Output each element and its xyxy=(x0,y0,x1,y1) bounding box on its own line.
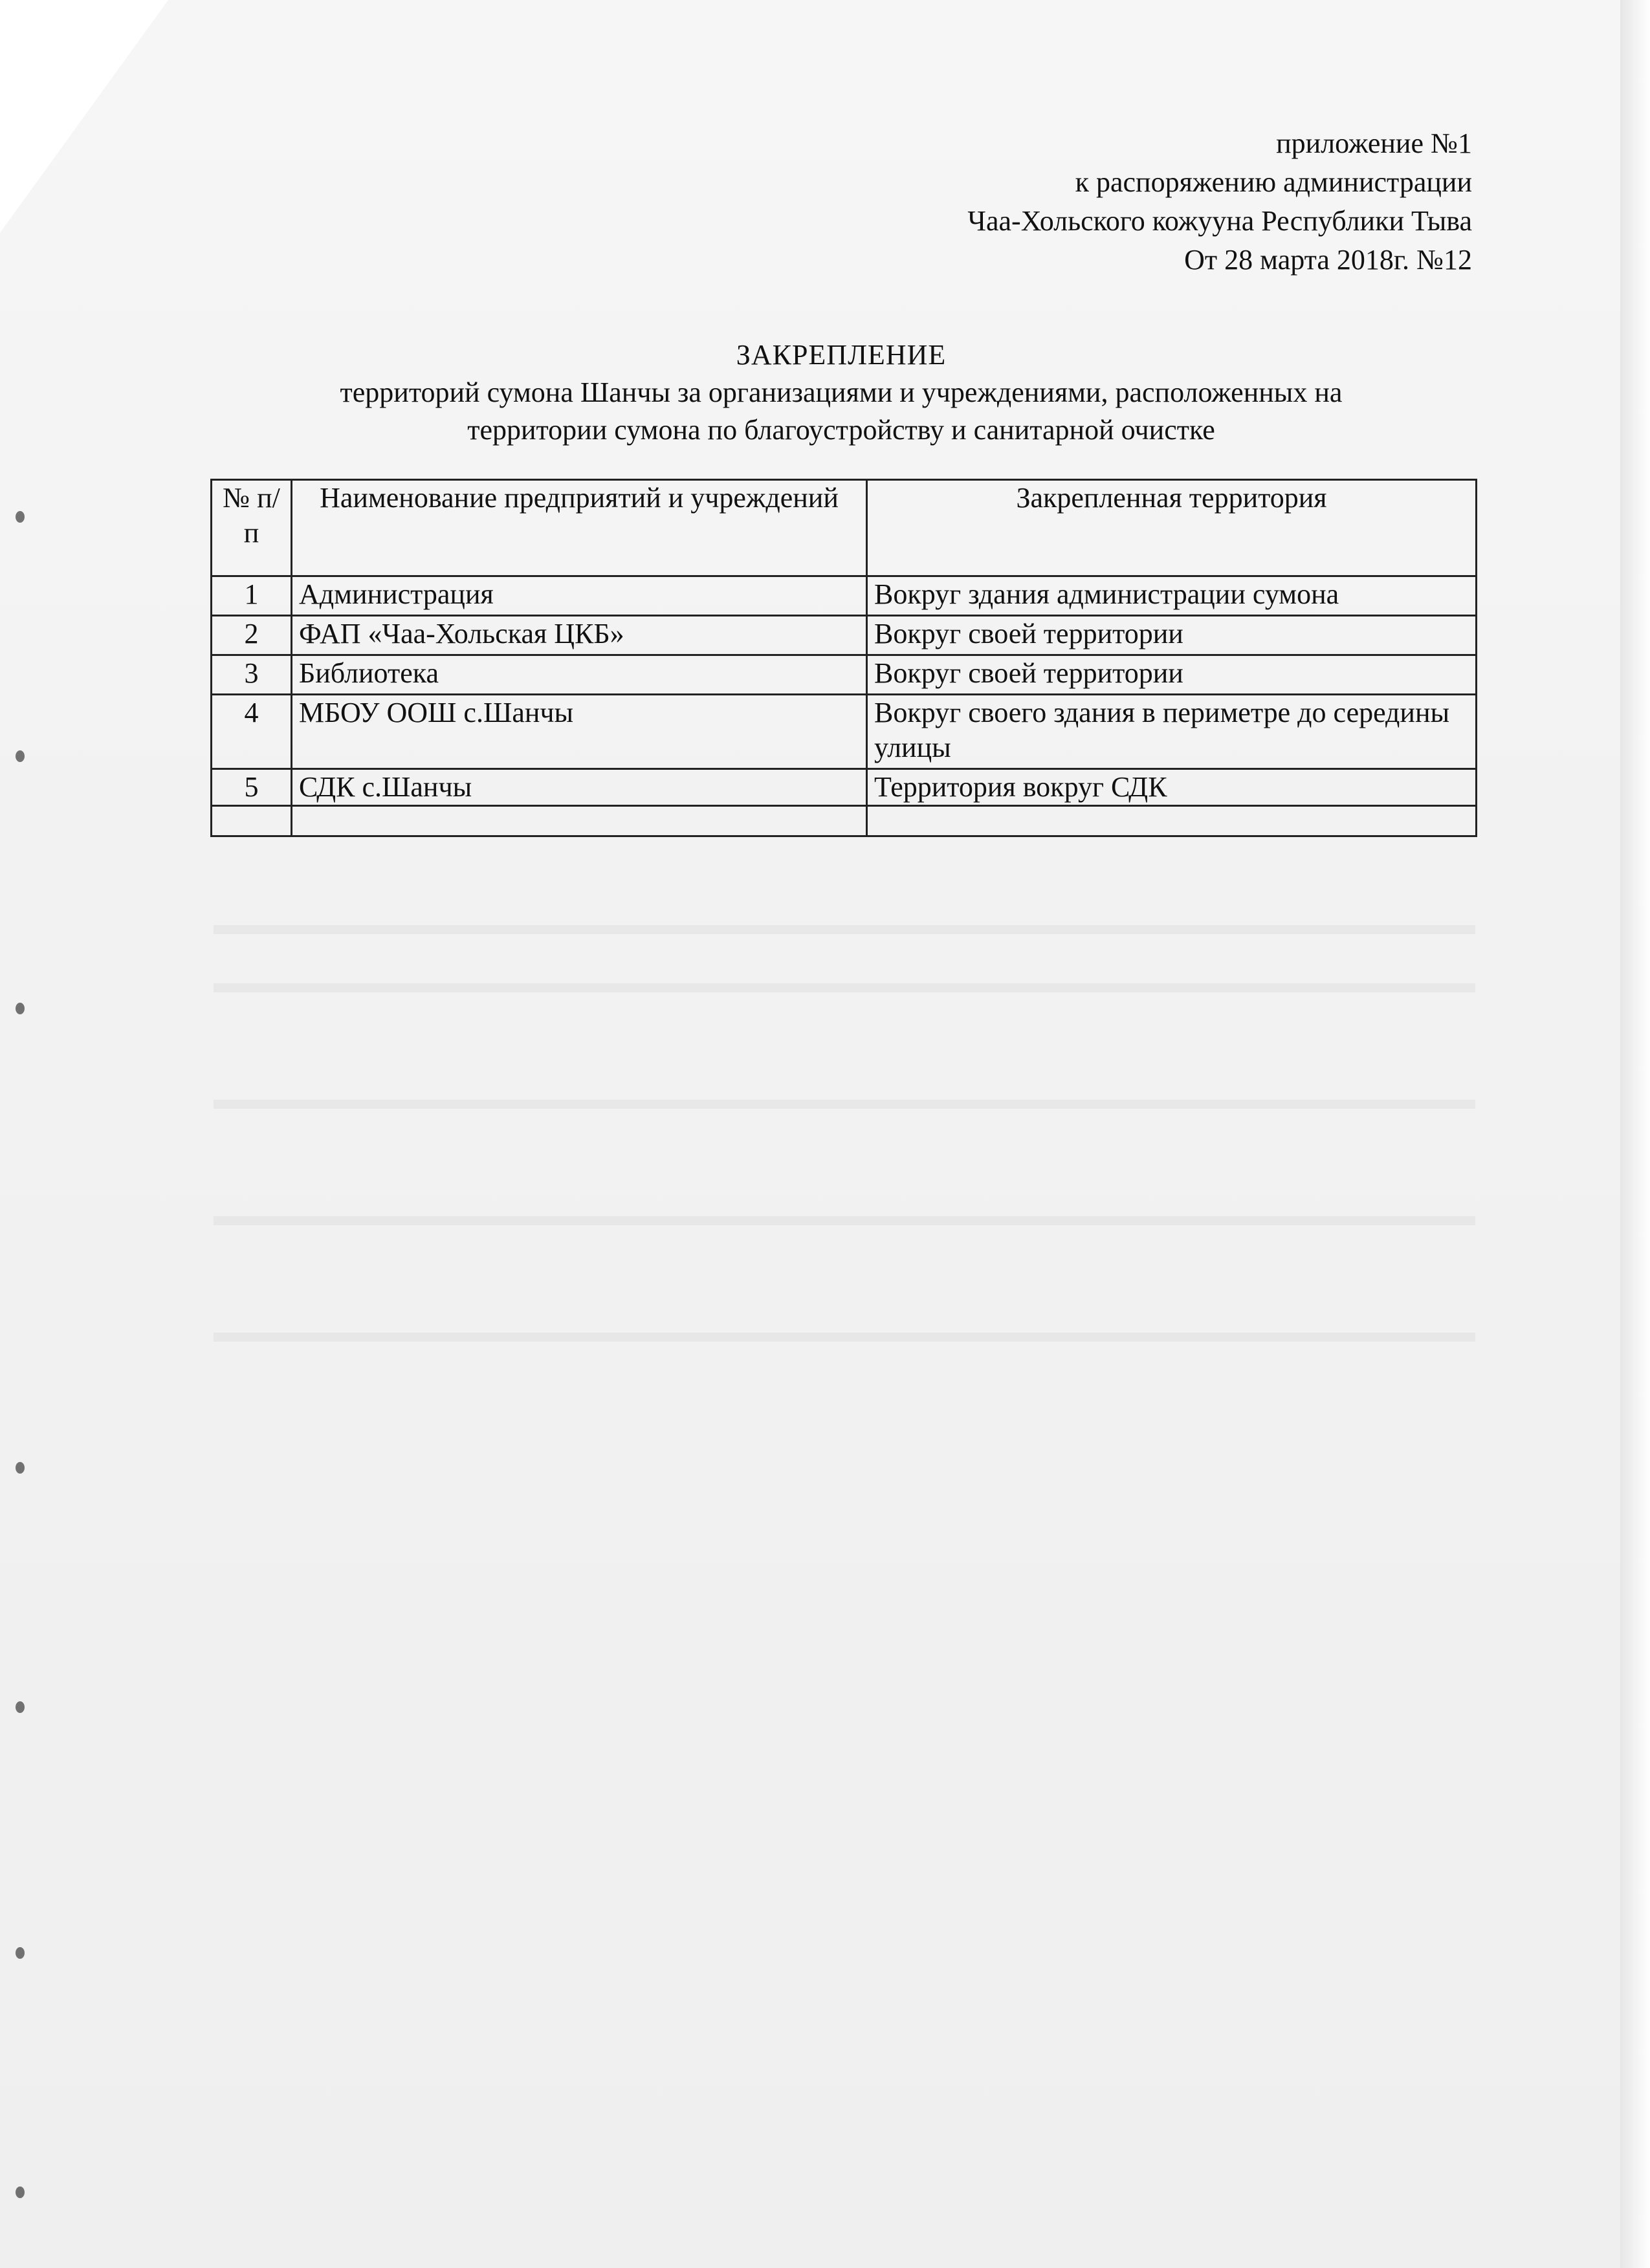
row-number xyxy=(212,806,292,836)
binding-hole-icon xyxy=(16,511,25,523)
row-organization: МБОУ ООШ с.Шанчы xyxy=(291,695,866,769)
row-organization xyxy=(291,806,866,836)
document-title-block xyxy=(207,336,1475,449)
header-line-appendix: приложение №1 xyxy=(1276,127,1472,159)
row-organization: ФАП «Чаа-Хольская ЦКБ» xyxy=(291,616,866,655)
document-subtitle-line2: территории сумона по благоустройству и санитарной очистке xyxy=(467,414,1215,446)
table-row-empty xyxy=(212,806,1477,836)
table-header-row xyxy=(212,480,1477,576)
show-through-shadow xyxy=(214,1333,1475,1342)
document-title: ЗАКРЕПЛЕНИЕ xyxy=(736,339,947,371)
page-edge xyxy=(1620,0,1650,2268)
table-row xyxy=(212,576,1477,616)
show-through-shadow xyxy=(214,1100,1475,1109)
table-row xyxy=(212,695,1477,769)
row-territory xyxy=(867,806,1477,836)
header-organization: Наименование предприятий и учреждений xyxy=(291,480,866,576)
row-number: 1 xyxy=(212,576,292,616)
row-number: 3 xyxy=(212,655,292,695)
table-row xyxy=(212,655,1477,695)
table-row xyxy=(212,769,1477,806)
header-territory: Закрепленная территория xyxy=(867,480,1477,576)
row-territory: Территория вокруг СДК xyxy=(867,769,1477,806)
header-line-order: к распоряжению администрации xyxy=(1075,166,1472,198)
row-number: 5 xyxy=(212,769,292,806)
binding-hole-icon xyxy=(16,1462,25,1474)
approval-header xyxy=(967,124,1472,279)
row-organization: СДК с.Шанчы xyxy=(291,769,866,806)
binding-hole-icon xyxy=(16,1003,25,1014)
row-territory: Вокруг своего здания в периметре до середины улицы xyxy=(867,695,1477,769)
show-through-shadow xyxy=(214,983,1475,992)
row-territory: Вокруг здания администрации сумона xyxy=(867,576,1477,616)
document-subtitle-line1: территорий сумона Шанчы за организациями и учреждениями, расположенных на xyxy=(340,376,1343,408)
row-territory: Вокруг своей территории xyxy=(867,655,1477,695)
binding-hole-icon xyxy=(16,1947,25,1959)
binding-hole-icon xyxy=(16,2186,25,2198)
header-number: № п/п xyxy=(212,480,292,576)
row-organization: Администрация xyxy=(291,576,866,616)
folded-corner xyxy=(0,0,168,233)
row-organization: Библиотека xyxy=(291,655,866,695)
header-line-date: От 28 марта 2018г. №12 xyxy=(1184,244,1472,276)
header-line-district: Чаа-Хольского кожууна Республики Тыва xyxy=(967,205,1472,237)
binding-hole-icon xyxy=(16,750,25,762)
assignment-table xyxy=(210,479,1477,837)
table-row xyxy=(212,616,1477,655)
show-through-shadow xyxy=(214,925,1475,934)
row-territory: Вокруг своей территории xyxy=(867,616,1477,655)
show-through-shadow xyxy=(214,1216,1475,1225)
row-number: 4 xyxy=(212,695,292,769)
row-number: 2 xyxy=(212,616,292,655)
binding-hole-icon xyxy=(16,1701,25,1713)
